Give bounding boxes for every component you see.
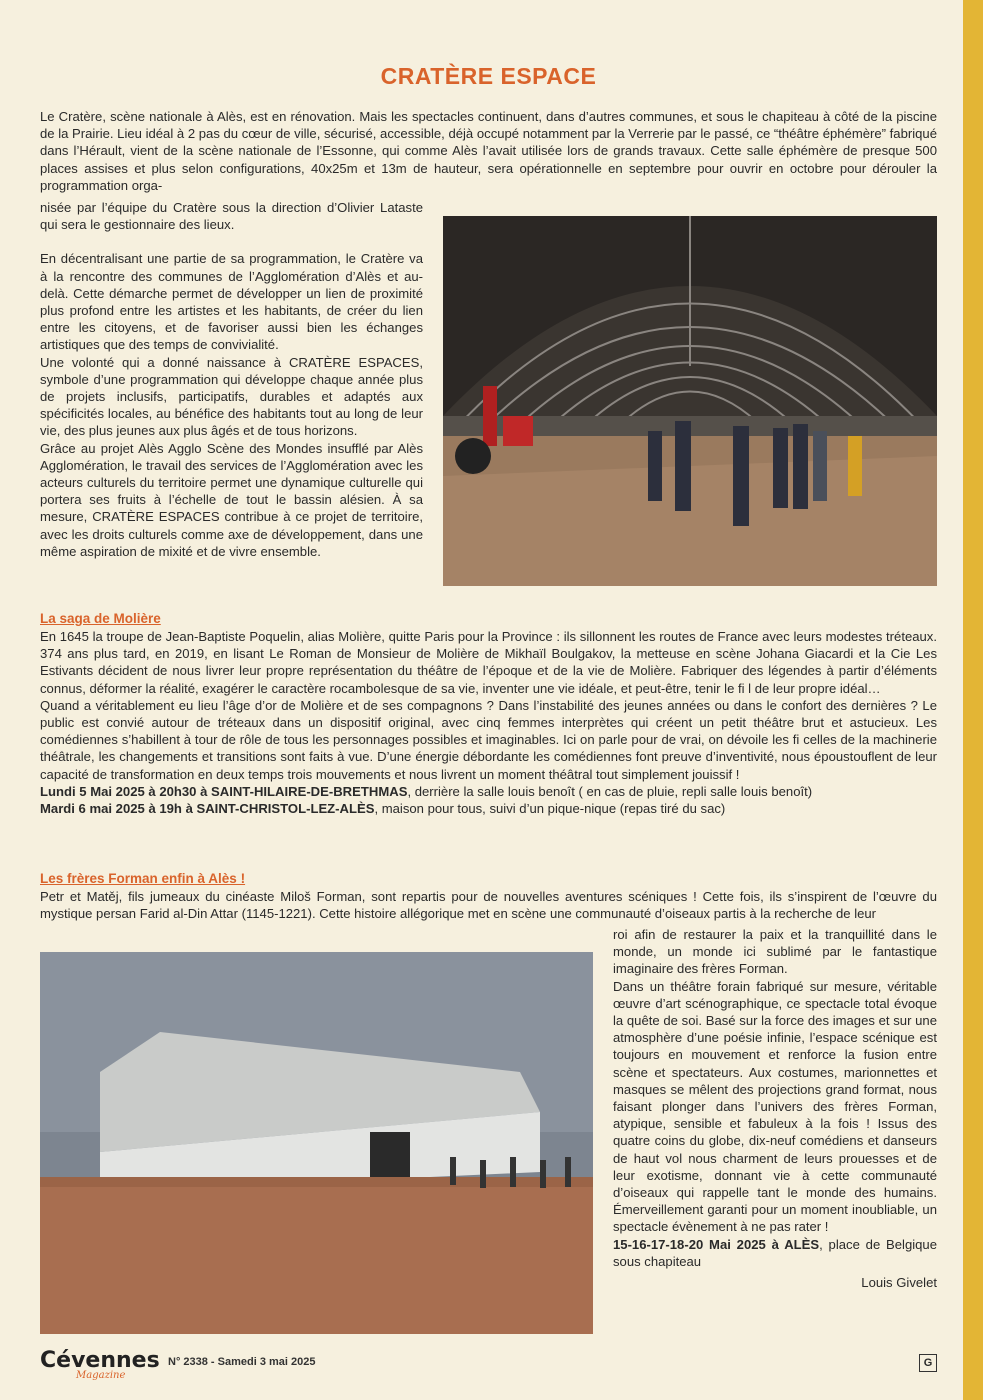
tent-interior-photo [443, 216, 937, 586]
article-title: CRATÈRE ESPACE [380, 63, 597, 89]
article-page [40, 0, 937, 1400]
page-letter-badge: G [919, 1354, 937, 1372]
left-paragraph-1: nisée par l’équipe du Cratère sous la direction d’Olivier Lataste qui sera le gestionnaire des lieux. [40, 200, 423, 233]
saga-date-1-rest: , derrière la salle louis benoît ( en cas de pluie, repli salle louis benoît) [407, 783, 813, 799]
tent-exterior-photo [40, 952, 593, 1334]
forman-paragraph-1-continued: roi afin de restaurer la paix et la tranquillité dans le monde, un monde ici sublimé par le fantastique imaginaire des frères Forman. [613, 927, 937, 977]
saga-heading: La saga de Molière [40, 611, 161, 626]
forman-heading: Les frères Forman enfin à Alès ! [40, 871, 246, 886]
saga-paragraph-2: Quand a véritablement eu lieu l’âge d’or de Molière et de ses compagnons ? Dans l’instabilité des jeunes années ou dans le confort des dernières ? Le public est convié autour de tréteaux dans un dispositif original, avec cinq femmes interprètes qui créent un petit théâtre brut et astucieux. Les comédiennes s’habillent à tour de rôle de tous les personnages possibles et imaginables. Ici on parle pour de vrai, on dévoile les fi celles de la machinerie théâtrale, les changements et transitions sont faits à vue. D’une énergie débordante les comédiennes font preuve d’inventivité, nous époustouflent de leur capacité de transformation en deux temps trois mouvements et nous livrent un moment théâtral tout simplement jouissif ! [40, 697, 937, 782]
left-paragraph-4: Grâce au projet Alès Agglo Scène des Mondes insufflé par Alès Agglomération, le travail des services de l’Agglomération avec les acteurs culturels du territoire permet une dynamique culturelle qui portera ses fruits à l’échelle de tout le bassin alésien. À sa mesure, CRATÈRE ESPACES contribue à ce projet de territoire, avec les droits culturels comme axe de développement, dans une même aspiration de mixité et de vivre ensemble. [40, 440, 423, 559]
forman-paragraph-2: Dans un théâtre forain fabriqué sur mesure, véritable œuvre d’art scénographique, ce spectacle total évoque la quête de soi. Basé sur la force des images et sur une atmosphère d’une poésie infinie, l’espace scénique est toujours en mouvement et renforce la fusion entre scène et spectateurs. Aux costumes, marionnettes et masques se mêlent des projections grand format, nous faisant plonger dans l’univers des frères Forman, atypique, sensible et fabuleux à la fois ! Issus des quatre coins du globe, dix-neuf comédiens et danseurs de haut vol nous charment de leurs prouesses et de leur exotisme, donnant vie à cette communauté d’oiseaux qui rappelle tant le monde des humains. Émerveillement garanti pour un moment inoubliable, un spectacle évènement à ne pas rater ! [613, 978, 937, 1235]
saga-paragraph-1: En 1645 la troupe de Jean-Baptiste Poquelin, alias Molière, quitte Paris pour la Province : ils sillonnent les routes de France avec leurs modestes tréteaux. 374 ans plus tard, en 2019, en lisant Le Roman de Monsieur de Molière de Mikhaïl Boulgakov, la metteuse en scène Johana Giacardi et la Cie Les Estivants décident de nous livrer leur propre représentation du théâtre de l’époque et de la vie de Molière. Fabriquer des légendes à partir d’éléments connus, déformer la réalité, exagérer le caractère rocambolesque de sa vie, inventer une vie idéale, et peut-être, tenir le fi l de leur propre idéal… [40, 629, 937, 696]
forman-section [40, 870, 937, 922]
magazine-logo-subtitle: Magazine [76, 1370, 126, 1381]
forman-date-bold: 15-16-17-18-20 Mai 2025 à ALÈS [613, 1236, 820, 1252]
saga-date-1 [40, 783, 937, 800]
forman-right-column [613, 926, 937, 1291]
saga-moliere-section [40, 610, 937, 817]
saga-date-1-bold: Lundi 5 Mai 2025 à 20h30 à SAINT-HILAIRE-DE-BRETHMAS [40, 783, 408, 799]
forman-paragraph-1: Petr et Matěj, fils jumeaux du cinéaste Miloš Forman, sont repartis pour de nouvelles aventures scéniques ! Cette fois, ils s’inspirent de l’œuvre du mystique persan Farid al-Din Attar (1145-1221). Cette histoire allégorique met en scène une communauté d’oiseaux partis à la recherche de leur [40, 889, 937, 922]
left-paragraph-3: Une volonté qui a donné naissance à CRATÈRE ESPACES, symbole d’une programmation qui développe chaque année plus de projets inclusifs, participatifs, durables et adaptés aux spécificités locales, au bénéfice des habitants tout au long de leur vie, des plus jeunes aux plus âgés et de tous horizons. [40, 354, 423, 439]
left-column [40, 199, 423, 560]
gold-edge-bar [963, 0, 983, 1400]
saga-date-2 [40, 800, 937, 817]
forman-date [613, 1236, 937, 1270]
saga-date-2-bold: Mardi 6 mai 2025 à 19h à SAINT-CHRISTOL-LEZ-ALÈS [40, 801, 375, 817]
article-author: Louis Givelet [861, 1275, 937, 1291]
left-paragraph-2: En décentralisant une partie de sa programmation, le Cratère va à la rencontre des communes de l’Agglomération d’Alès et au-delà. Cette démarche permet de développer un lien de proximité plus profond entre les artistes et les habitants, de créer du lien entre les citoyens, et de favoriser aussi bien les échanges artistiques que des temps de convivialité. [40, 251, 423, 353]
forman-date-rest: , place de Belgique sous chapiteau [613, 1236, 937, 1269]
saga-date-2-rest: , maison pour tous, suivi d’un pique-nique (repas tiré du sac) [374, 801, 726, 817]
magazine-logo: Cévennes [40, 1348, 160, 1373]
issue-info: N° 2338 - Samedi 3 mai 2025 [168, 1356, 316, 1368]
page-footer [40, 1348, 937, 1388]
intro-paragraph: Le Cratère, scène nationale à Alès, est en rénovation. Mais les spectacles continuent, dans d’autres communes, et sous le chapiteau à côté de la piscine de la Prairie. Lieu idéal à 2 pas du cœur de ville, sécurisé, accessible, déjà occupé notamment par la Verrerie par le passé, ce “théâtre éphémère” fabriqué dans l’Hérault, vient de la scène nationale de l’Essonne, qui comme Alès l’avait utilisée lors de grands travaux. Cette salle éphémère de presque 500 places assises et plus selon configurations, 40x25m et 13m de hauteur, sera opérationnelle en septembre pour ouvrir en octobre pour dérouler la programmation orga- [40, 109, 937, 193]
